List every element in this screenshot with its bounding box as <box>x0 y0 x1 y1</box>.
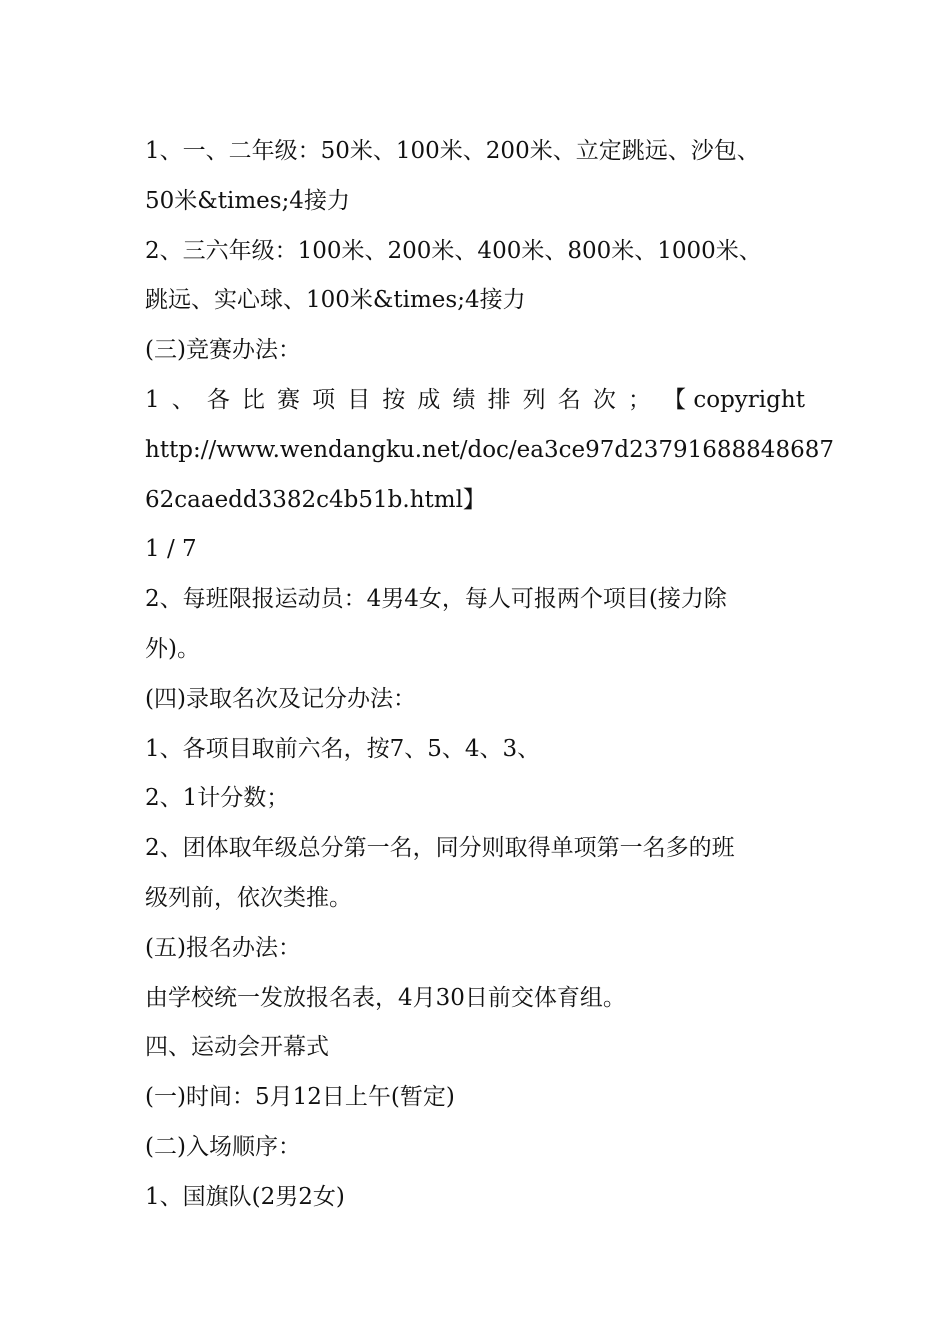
text-line: 1、国旗队(2男2女) <box>145 1183 345 1210</box>
text-char: 排 <box>487 386 511 413</box>
text-line: 1、各项目取前六名，按7、5、4、3、 <box>145 735 541 762</box>
text-char: 项 <box>312 386 336 413</box>
document-body <box>145 127 834 1223</box>
section-heading: (五)报名办法： <box>145 934 301 961</box>
text-line: 外)。 <box>145 635 200 662</box>
text-line: (一)时间：5月12日上午(暂定) <box>145 1084 455 1111</box>
text-line: 50米&times;4接力 <box>145 187 350 214</box>
text-char: 比 <box>241 386 265 413</box>
text-line: 级列前，依次类推。 <box>145 884 352 911</box>
page-number: 1 / 7 <box>145 536 197 563</box>
text-char: 、 <box>171 386 195 413</box>
text-char: 名 <box>557 386 581 413</box>
url-text-line: 62caaedd3382c4b51b.html】 <box>145 486 486 513</box>
text-char: 赛 <box>277 386 301 413</box>
text-line: 跳远、实心球、100米&times;4接力 <box>145 287 526 314</box>
text-line: 1、一、二年级：50米、100米、200米、立定跳远、沙包、 <box>145 138 760 164</box>
justified-text-line <box>145 376 805 426</box>
section-heading: (二)入场顺序： <box>145 1133 301 1160</box>
text-char: 列 <box>522 386 546 413</box>
text-char: ； <box>627 386 651 413</box>
text-char: 1 <box>145 386 160 413</box>
copyright-text: 【 copyright <box>663 386 805 413</box>
text-char: 绩 <box>452 386 476 413</box>
text-line: 2、三六年级：100米、200米、400米、800米、1000米、 <box>145 237 762 264</box>
text-line: 2、团体取年级总分第一名，同分则取得单项第一名多的班 <box>145 835 735 862</box>
text-line: 2、1计分数； <box>145 785 290 812</box>
text-char: 次 <box>592 386 616 413</box>
section-heading: 四、运动会开幕式 <box>145 1034 329 1061</box>
section-heading: (三)竞赛办法： <box>145 337 301 364</box>
text-char: 按 <box>382 386 406 413</box>
text-line: 由学校统一发放报名表，4月30日前交体育组。 <box>145 984 626 1011</box>
text-line: 2、每班限报运动员：4男4女，每人可报两个项目(接力除 <box>145 586 727 613</box>
text-char: 各 <box>206 386 230 413</box>
url-text-line: http://www.wendangku.net/doc/ea3ce97d23791688848687 <box>145 436 834 463</box>
section-heading: (四)录取名次及记分办法： <box>145 685 416 712</box>
text-char: 成 <box>417 386 441 413</box>
text-char: 目 <box>347 386 371 413</box>
